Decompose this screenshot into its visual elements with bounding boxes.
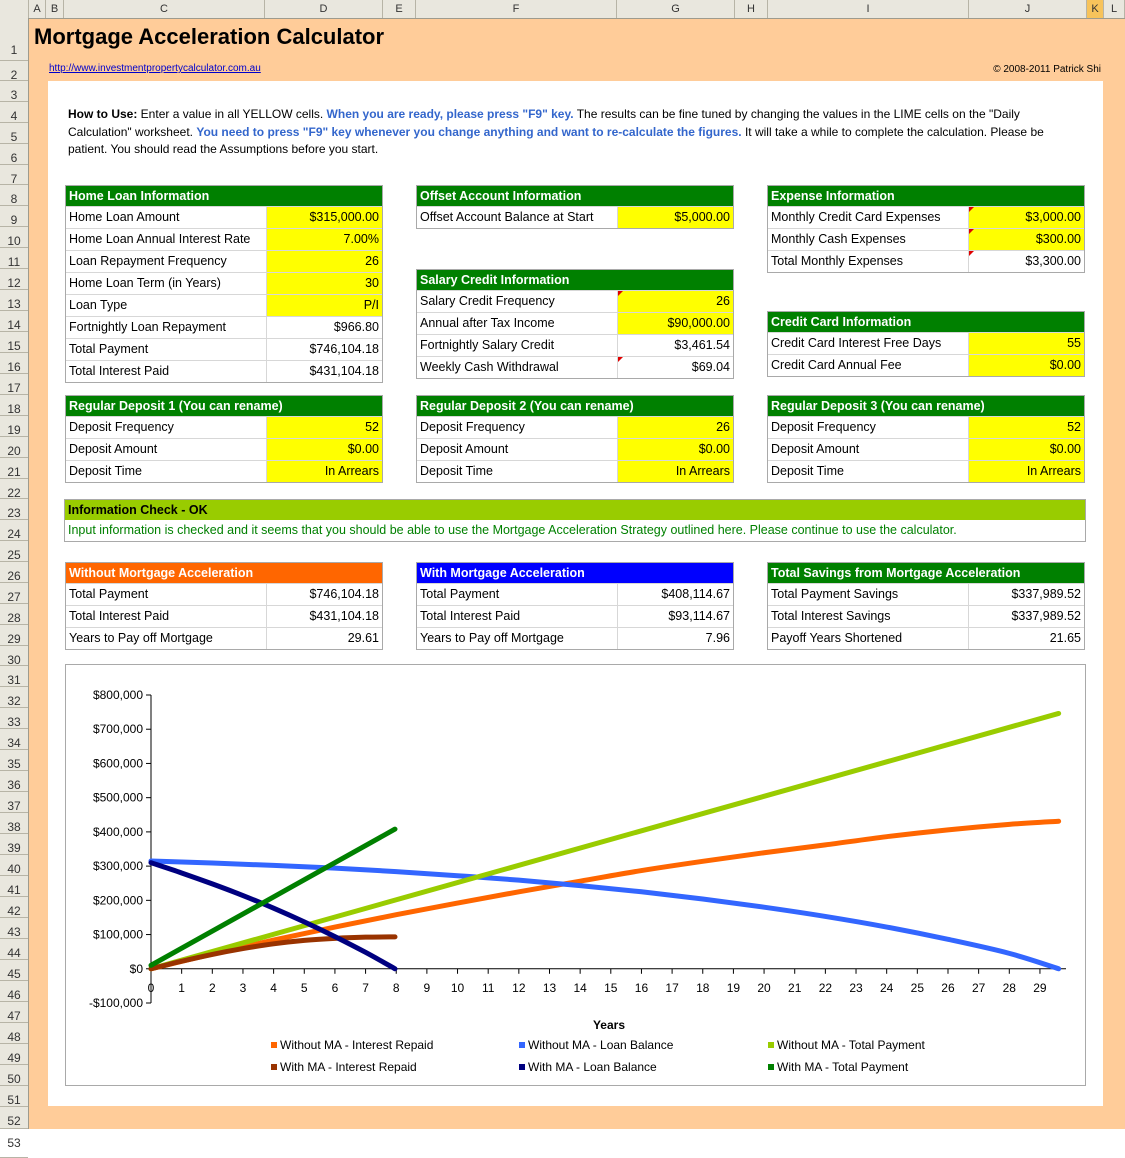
row-header-26[interactable]: 26 bbox=[0, 562, 28, 583]
table-row bbox=[417, 356, 733, 378]
input-cell[interactable]: 55 bbox=[968, 333, 1084, 354]
table-row bbox=[66, 250, 382, 272]
row-label: Total Interest Paid bbox=[69, 364, 170, 378]
table-row bbox=[768, 460, 1084, 482]
row-header-38[interactable]: 38 bbox=[0, 813, 28, 834]
x-tick-label: 8 bbox=[392, 980, 400, 995]
value-cell: $3,461.54 bbox=[617, 335, 733, 356]
column-header-h[interactable]: H bbox=[735, 0, 768, 18]
input-cell[interactable]: $0.00 bbox=[968, 355, 1084, 376]
savings-table bbox=[767, 562, 1085, 650]
row-header-39[interactable]: 39 bbox=[0, 834, 28, 855]
home-loan-header: Home Loan Information bbox=[66, 186, 382, 206]
x-tick-label: 9 bbox=[423, 980, 431, 995]
x-tick-label: 4 bbox=[270, 980, 277, 995]
x-tick-label: 26 bbox=[941, 980, 955, 995]
x-tick-label: 21 bbox=[788, 980, 802, 995]
row-header-28[interactable]: 28 bbox=[0, 604, 28, 625]
row-label: Fortnightly Salary Credit bbox=[420, 338, 555, 352]
y-tick-label: $100,000 bbox=[92, 927, 143, 942]
x-tick-label: 3 bbox=[239, 980, 247, 995]
input-cell[interactable]: 26 bbox=[617, 417, 733, 438]
column-header-b[interactable]: B bbox=[46, 0, 64, 18]
table-row bbox=[768, 354, 1084, 376]
value-cell: 7.96 bbox=[617, 628, 733, 649]
column-header-l[interactable]: L bbox=[1104, 0, 1125, 18]
row-label: Salary Credit Frequency bbox=[420, 294, 555, 308]
table-row bbox=[417, 583, 733, 605]
row-header-24[interactable]: 24 bbox=[0, 520, 28, 541]
table-row bbox=[66, 228, 382, 250]
table-row bbox=[417, 312, 733, 334]
x-tick-label: 0 bbox=[147, 980, 155, 995]
column-header-g[interactable]: G bbox=[617, 0, 735, 18]
offset-table bbox=[416, 185, 734, 229]
legend-entry: With MA - Loan Balance bbox=[528, 1060, 657, 1074]
row-label: Home Loan Amount bbox=[69, 210, 180, 224]
howto-text-2: The results can be fine tuned by changing the values in the LIME cells on the "Daily Calculation" worksheet. bbox=[68, 107, 1020, 139]
legend-swatch bbox=[768, 1042, 774, 1048]
row-header-7[interactable]: 7 bbox=[0, 165, 28, 185]
without-ma-header: Without Mortgage Acceleration bbox=[66, 563, 382, 583]
x-tick-label: 25 bbox=[910, 980, 925, 995]
input-cell[interactable]: P/I bbox=[266, 295, 382, 316]
row-label: Total Monthly Expenses bbox=[771, 254, 904, 268]
row-header-20[interactable]: 20 bbox=[0, 437, 28, 458]
row-header-23[interactable]: 23 bbox=[0, 499, 28, 520]
x-tick-label: 20 bbox=[757, 980, 771, 995]
x-tick-label: 18 bbox=[696, 980, 710, 995]
table-row bbox=[768, 228, 1084, 250]
row-header-14[interactable]: 14 bbox=[0, 311, 28, 332]
row-headers bbox=[0, 18, 29, 1150]
row-header-10[interactable]: 10 bbox=[0, 227, 28, 248]
row-label: Total Interest Savings bbox=[771, 609, 891, 623]
row-label: Deposit Time bbox=[69, 464, 142, 478]
table-row bbox=[66, 272, 382, 294]
row-label: Weekly Cash Withdrawal bbox=[420, 360, 559, 374]
legend-swatch bbox=[519, 1042, 525, 1048]
table-row bbox=[417, 416, 733, 438]
row-label: Total Interest Paid bbox=[420, 609, 521, 623]
y-tick-label: $600,000 bbox=[92, 756, 143, 771]
row-label: Total Payment bbox=[69, 342, 149, 356]
row-header-22[interactable]: 22 bbox=[0, 479, 28, 499]
row-header-30[interactable]: 30 bbox=[0, 646, 28, 666]
x-tick-label: 2 bbox=[208, 980, 216, 995]
select-all-corner[interactable] bbox=[0, 0, 29, 18]
row-header-16[interactable]: 16 bbox=[0, 353, 28, 374]
row-header-25[interactable]: 25 bbox=[0, 541, 28, 562]
row-label: Credit Card Interest Free Days bbox=[771, 336, 942, 350]
legend-entry: Without MA - Total Payment bbox=[777, 1038, 925, 1052]
column-header-i[interactable]: I bbox=[768, 0, 969, 18]
x-tick-label: 16 bbox=[634, 980, 649, 995]
x-tick-label: 24 bbox=[879, 980, 894, 995]
row-header-12[interactable]: 12 bbox=[0, 269, 28, 290]
input-cell[interactable]: 52 bbox=[968, 417, 1084, 438]
table-row bbox=[768, 627, 1084, 649]
row-header-13[interactable]: 13 bbox=[0, 290, 28, 311]
row-label: Deposit Frequency bbox=[771, 420, 876, 434]
row-label: Annual after Tax Income bbox=[420, 316, 555, 330]
column-header-f[interactable]: F bbox=[416, 0, 617, 18]
table-row bbox=[66, 583, 382, 605]
table-row bbox=[768, 416, 1084, 438]
table-row bbox=[66, 627, 382, 649]
value-cell: $431,104.18 bbox=[266, 606, 382, 627]
value-cell: $337,989.52 bbox=[968, 606, 1084, 627]
deposit3-header: Regular Deposit 3 (You can rename) bbox=[768, 396, 1084, 416]
row-label: Years to Pay off Mortgage bbox=[69, 631, 213, 645]
table-row bbox=[417, 206, 733, 228]
credit-card-header: Credit Card Information bbox=[768, 312, 1084, 332]
offset-header: Offset Account Information bbox=[417, 186, 733, 206]
how-to-use bbox=[68, 106, 1083, 159]
row-label: Deposit Amount bbox=[420, 442, 509, 456]
input-cell[interactable]: $0.00 bbox=[266, 439, 382, 460]
without-ma-table bbox=[65, 562, 383, 650]
column-header-d[interactable]: D bbox=[265, 0, 383, 18]
legend-swatch bbox=[271, 1042, 277, 1048]
input-cell[interactable]: 52 bbox=[266, 417, 382, 438]
y-tick-label: $500,000 bbox=[92, 790, 143, 805]
row-header-40[interactable]: 40 bbox=[0, 855, 28, 876]
input-cell[interactable]: $3,000.00 bbox=[968, 207, 1084, 228]
row-header-46[interactable]: 46 bbox=[0, 981, 28, 1002]
table-row bbox=[66, 338, 382, 360]
table-row bbox=[66, 605, 382, 627]
table-row bbox=[768, 250, 1084, 272]
row-header-8[interactable]: 8 bbox=[0, 185, 28, 206]
row-header-51[interactable]: 51 bbox=[0, 1086, 28, 1107]
row-header-15[interactable]: 15 bbox=[0, 332, 28, 353]
x-tick-label: 7 bbox=[362, 980, 369, 995]
series-line-4 bbox=[151, 937, 395, 969]
table-row bbox=[768, 332, 1084, 354]
row-header-1[interactable]: 1 bbox=[0, 19, 28, 61]
table-row bbox=[66, 460, 382, 482]
row-header-43[interactable]: 43 bbox=[0, 918, 28, 939]
input-cell[interactable]: $90,000.00 bbox=[617, 313, 733, 334]
column-header-j[interactable]: J bbox=[969, 0, 1087, 18]
row-header-33[interactable]: 33 bbox=[0, 708, 28, 729]
legend-entry: With MA - Total Payment bbox=[777, 1060, 909, 1074]
howto-text-1: Enter a value in all YELLOW cells. bbox=[137, 107, 327, 121]
input-cell[interactable]: 30 bbox=[266, 273, 382, 294]
table-row bbox=[417, 438, 733, 460]
salary-header: Salary Credit Information bbox=[417, 270, 733, 290]
copyright: © 2008-2011 Patrick Shi bbox=[993, 64, 1101, 75]
table-row bbox=[768, 206, 1084, 228]
row-header-3[interactable]: 3 bbox=[0, 81, 28, 102]
expense-table bbox=[767, 185, 1085, 273]
value-cell: $93,114.67 bbox=[617, 606, 733, 627]
row-label: Deposit Frequency bbox=[420, 420, 525, 434]
row-header-49[interactable]: 49 bbox=[0, 1044, 28, 1065]
x-tick-label: 1 bbox=[178, 980, 185, 995]
table-row bbox=[417, 627, 733, 649]
value-cell: $69.04 bbox=[617, 357, 733, 378]
series-line-5 bbox=[151, 863, 395, 969]
row-header-34[interactable]: 34 bbox=[0, 729, 28, 750]
row-header-45[interactable]: 45 bbox=[0, 960, 28, 981]
row-label: Total Payment bbox=[69, 587, 149, 601]
row-header-42[interactable]: 42 bbox=[0, 897, 28, 918]
x-tick-label: 15 bbox=[604, 980, 618, 995]
deposit-3-table bbox=[767, 395, 1085, 483]
y-tick-label: $400,000 bbox=[92, 824, 143, 839]
row-header-35[interactable]: 35 bbox=[0, 750, 28, 771]
x-tick-label: 10 bbox=[450, 980, 465, 995]
value-cell: $431,104.18 bbox=[266, 361, 382, 382]
legend-swatch bbox=[271, 1064, 277, 1070]
row-header-31[interactable]: 31 bbox=[0, 666, 28, 687]
input-cell[interactable]: 26 bbox=[617, 291, 733, 312]
row-header-27[interactable]: 27 bbox=[0, 583, 28, 604]
row-header-17[interactable]: 17 bbox=[0, 374, 28, 395]
howto-text-3: It will take a while to complete the calculation. Please be patient. You should read the Assumptions before you start. bbox=[68, 124, 1044, 156]
information-check bbox=[64, 499, 1086, 542]
table-row bbox=[417, 334, 733, 356]
savings-header: Total Savings from Mortgage Acceleration bbox=[768, 563, 1084, 583]
x-tick-label: 12 bbox=[512, 980, 526, 995]
column-header-a[interactable]: A bbox=[29, 0, 46, 18]
row-label: Monthly Cash Expenses bbox=[771, 232, 906, 246]
table-row bbox=[768, 583, 1084, 605]
table-row bbox=[417, 460, 733, 482]
x-tick-label: 13 bbox=[542, 980, 557, 995]
table-row bbox=[66, 416, 382, 438]
deposit-2-table bbox=[416, 395, 734, 483]
input-cell[interactable]: In Arrears bbox=[968, 461, 1084, 482]
with-ma-header: With Mortgage Acceleration bbox=[417, 563, 733, 583]
input-cell[interactable]: In Arrears bbox=[266, 461, 382, 482]
row-header-5[interactable]: 5 bbox=[0, 123, 28, 144]
row-header-37[interactable]: 37 bbox=[0, 792, 28, 813]
table-row bbox=[66, 316, 382, 338]
row-header-52[interactable]: 52 bbox=[0, 1107, 28, 1129]
y-tick-label: $800,000 bbox=[92, 688, 143, 702]
input-cell[interactable]: In Arrears bbox=[617, 461, 733, 482]
value-cell: $337,989.52 bbox=[968, 584, 1084, 605]
table-row bbox=[417, 605, 733, 627]
value-cell: 29.61 bbox=[266, 628, 382, 649]
row-label: Fortnightly Loan Repayment bbox=[69, 320, 227, 334]
y-tick-label: $0 bbox=[129, 961, 143, 976]
value-cell: $746,104.18 bbox=[266, 339, 382, 360]
table-row bbox=[66, 294, 382, 316]
page-title: Mortgage Acceleration Calculator bbox=[34, 24, 385, 49]
row-header-41[interactable]: 41 bbox=[0, 876, 28, 897]
x-tick-label: 5 bbox=[300, 980, 308, 995]
input-cell[interactable]: $315,000.00 bbox=[266, 207, 382, 228]
row-header-32[interactable]: 32 bbox=[0, 687, 28, 708]
deposit-1-table bbox=[65, 395, 383, 483]
value-cell: $3,300.00 bbox=[968, 251, 1084, 272]
expense-header: Expense Information bbox=[768, 186, 1084, 206]
y-tick-label: $300,000 bbox=[92, 859, 143, 874]
row-header-18[interactable]: 18 bbox=[0, 395, 28, 416]
row-label: Monthly Credit Card Expenses bbox=[771, 210, 941, 224]
value-cell: 21.65 bbox=[968, 628, 1084, 649]
input-cell[interactable]: $5,000.00 bbox=[617, 207, 733, 228]
row-label: Deposit Frequency bbox=[69, 420, 174, 434]
chart-svg bbox=[66, 665, 1085, 1085]
row-header-29[interactable]: 29 bbox=[0, 625, 28, 646]
row-label: Deposit Time bbox=[420, 464, 493, 478]
x-tick-label: 22 bbox=[818, 980, 833, 995]
x-tick-label: 28 bbox=[1002, 980, 1016, 995]
value-cell: $408,114.67 bbox=[617, 584, 733, 605]
row-header-4[interactable]: 4 bbox=[0, 102, 28, 123]
row-header-9[interactable]: 9 bbox=[0, 206, 28, 227]
salary-table bbox=[416, 269, 734, 379]
value-cell: $746,104.18 bbox=[266, 584, 382, 605]
y-tick-label: $700,000 bbox=[92, 722, 143, 737]
row-label: Loan Repayment Frequency bbox=[69, 254, 227, 268]
howto-label: How to Use: bbox=[68, 107, 138, 121]
website-link[interactable]: http://www.investmentpropertycalculator.com.au bbox=[49, 63, 261, 74]
input-cell[interactable]: 26 bbox=[266, 251, 382, 272]
row-label: Total Interest Paid bbox=[69, 609, 170, 623]
row-label: Deposit Amount bbox=[69, 442, 158, 456]
legend-entry: Without MA - Loan Balance bbox=[528, 1038, 674, 1052]
table-row bbox=[768, 438, 1084, 460]
row-label: Offset Account Balance at Start bbox=[420, 210, 594, 224]
row-header-44[interactable]: 44 bbox=[0, 939, 28, 960]
table-row bbox=[417, 290, 733, 312]
info-check-message: Input information is checked and it seems that you should be able to use the Mortgage Acceleration Strategy outlined here. Please continue to use the calculator. bbox=[68, 523, 957, 537]
x-tick-label: 27 bbox=[971, 980, 986, 995]
row-header-21[interactable]: 21 bbox=[0, 458, 28, 479]
x-tick-label: 29 bbox=[1033, 980, 1047, 995]
x-tick-label: 11 bbox=[481, 980, 495, 995]
column-header-e[interactable]: E bbox=[383, 0, 416, 18]
mortgage-chart[interactable] bbox=[65, 664, 1086, 1086]
row-header-47[interactable]: 47 bbox=[0, 1002, 28, 1023]
howto-bold-1: When you are ready, please press "F9" key. bbox=[326, 107, 574, 121]
row-label: Home Loan Annual Interest Rate bbox=[69, 232, 251, 246]
row-header-11[interactable]: 11 bbox=[0, 248, 28, 269]
column-header-k[interactable]: K bbox=[1087, 0, 1104, 18]
row-label: Credit Card Annual Fee bbox=[771, 358, 902, 372]
with-ma-table bbox=[416, 562, 734, 650]
row-label: Years to Pay off Mortgage bbox=[420, 631, 564, 645]
info-check-header: Information Check - OK bbox=[65, 500, 1085, 520]
row-label: Total Payment Savings bbox=[771, 587, 899, 601]
legend-swatch bbox=[519, 1064, 525, 1070]
row-label: Home Loan Term (in Years) bbox=[69, 276, 221, 290]
y-tick-label: -$100,000 bbox=[88, 996, 143, 1010]
value-cell: $966.80 bbox=[266, 317, 382, 338]
legend-swatch bbox=[768, 1064, 774, 1070]
row-header-2[interactable]: 2 bbox=[0, 61, 28, 81]
input-cell[interactable]: $300.00 bbox=[968, 229, 1084, 250]
x-tick-label: 17 bbox=[665, 980, 679, 995]
table-row bbox=[66, 438, 382, 460]
series-line-3 bbox=[151, 713, 1059, 968]
x-tick-label: 14 bbox=[573, 980, 587, 995]
table-row bbox=[66, 206, 382, 228]
deposit2-header: Regular Deposit 2 (You can rename) bbox=[417, 396, 733, 416]
table-row bbox=[768, 605, 1084, 627]
x-axis-title: Years bbox=[592, 1018, 626, 1032]
column-headers bbox=[0, 0, 1125, 19]
row-header-36[interactable]: 36 bbox=[0, 771, 28, 792]
row-header-48[interactable]: 48 bbox=[0, 1023, 28, 1044]
row-label: Deposit Amount bbox=[771, 442, 860, 456]
credit-card-table bbox=[767, 311, 1085, 377]
input-cell[interactable]: $0.00 bbox=[968, 439, 1084, 460]
row-label: Deposit Time bbox=[771, 464, 844, 478]
row-label: Loan Type bbox=[69, 298, 128, 312]
x-tick-label: 23 bbox=[849, 980, 863, 995]
y-tick-label: $200,000 bbox=[92, 893, 143, 908]
home-loan-table bbox=[65, 185, 383, 383]
row-header-19[interactable]: 19 bbox=[0, 416, 28, 437]
legend-entry: Without MA - Interest Repaid bbox=[280, 1038, 434, 1052]
input-cell[interactable]: 7.00% bbox=[266, 229, 382, 250]
deposit1-header: Regular Deposit 1 (You can rename) bbox=[66, 396, 382, 416]
row-header-50[interactable]: 50 bbox=[0, 1065, 28, 1086]
column-header-c[interactable]: C bbox=[64, 0, 265, 18]
row-header-53[interactable]: 53 bbox=[0, 1129, 28, 1158]
x-tick-label: 19 bbox=[726, 980, 741, 995]
row-label: Total Payment bbox=[420, 587, 500, 601]
input-cell[interactable]: $0.00 bbox=[617, 439, 733, 460]
howto-bold-2: You need to press "F9" key whenever you change anything and want to re-calculate the figures. bbox=[196, 124, 742, 139]
x-tick-label: 6 bbox=[331, 980, 339, 995]
table-row bbox=[66, 360, 382, 382]
row-label: Payoff Years Shortened bbox=[771, 631, 903, 645]
legend-entry: With MA - Interest Repaid bbox=[280, 1060, 417, 1074]
row-header-6[interactable]: 6 bbox=[0, 144, 28, 165]
